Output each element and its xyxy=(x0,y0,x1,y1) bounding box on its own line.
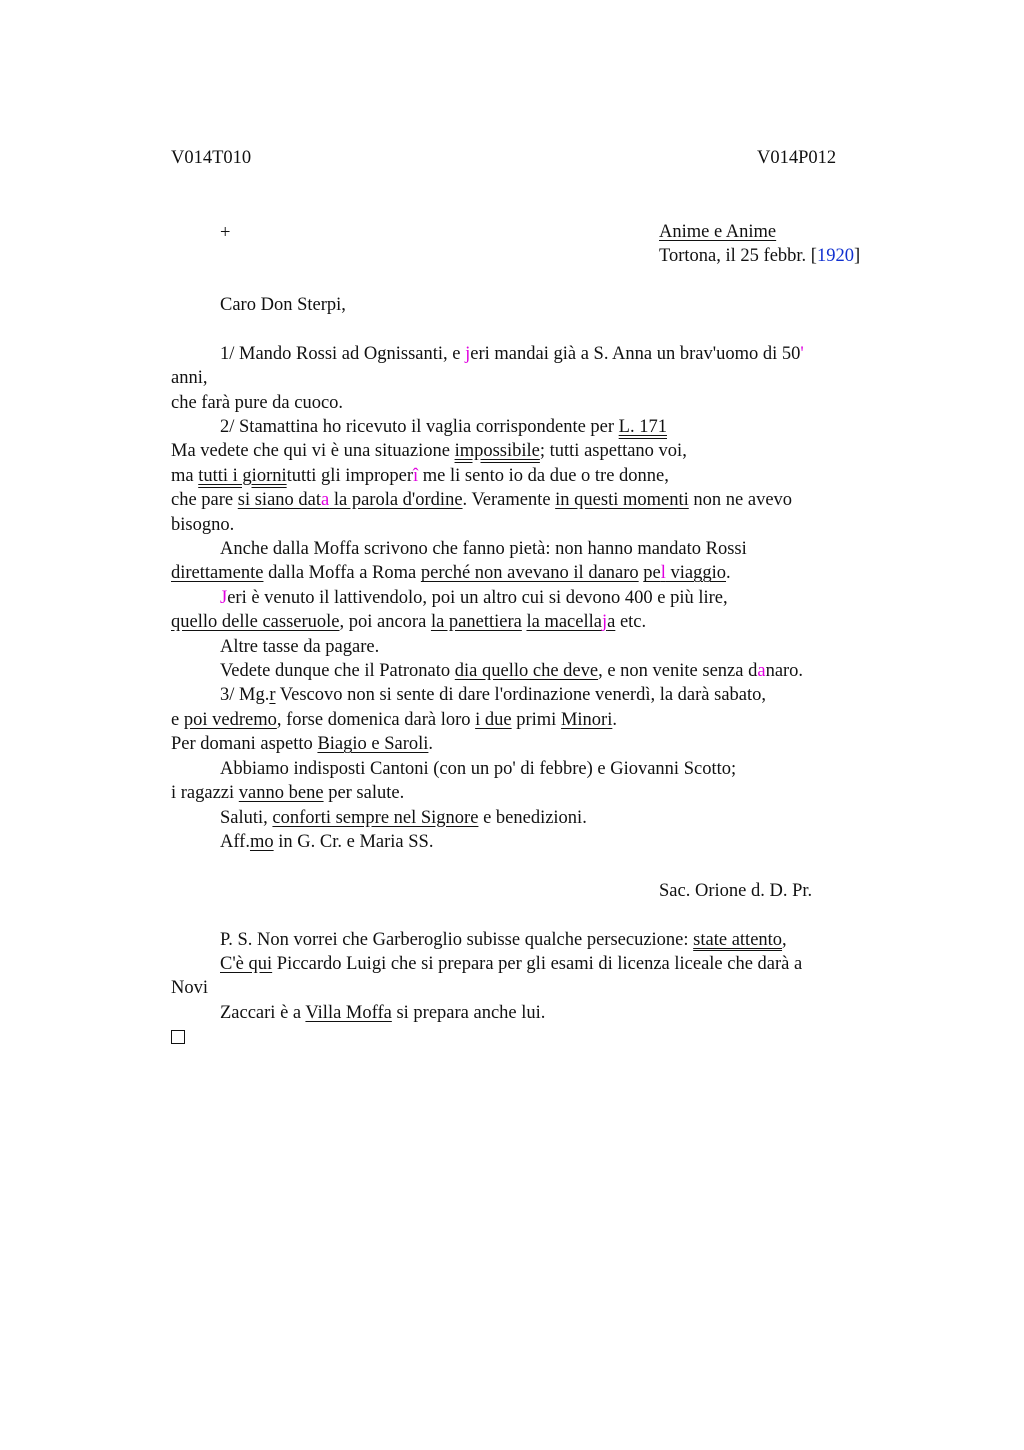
paragraph-8-line-2: i ragazzi vanno bene per salute. xyxy=(171,783,405,804)
amount: L. 171 xyxy=(618,417,667,438)
paragraph-2-line-3: ma tutti i giornitutti gli improperî me li sento io da due o tre donne, xyxy=(171,465,669,486)
postscript-line-1: P. S. Non vorrei che Garberoglio subisse qualche persecuzione: state attento, xyxy=(220,929,787,950)
paragraph-3-line-2: direttamente dalla Moffa a Roma perché non avevano il danaro pel viaggio. xyxy=(171,563,731,584)
place-date: Tortona, il 25 febbr. [1920] xyxy=(659,246,861,267)
paragraph-1-line-3: che farà pure da cuoco. xyxy=(171,392,344,413)
cross-mark: + xyxy=(220,223,231,243)
paragraph-4-line-2: quello delle casseruole, poi ancora la panettiera la macellaja etc. xyxy=(171,612,647,633)
signature: Sac. Orione d. D. Pr. xyxy=(659,880,813,901)
paragraph-4-line-1: Jeri è venuto il lattivendolo, poi un altro cui si devono 400 e più lire, xyxy=(220,587,728,608)
greeting: Caro Don Sterpi, xyxy=(220,295,346,315)
letter-body xyxy=(171,293,891,1050)
paragraph-2-line-2: Ma vedete che qui vi è una situazione impossibile; tutti aspettano voi, xyxy=(171,441,687,462)
paragraph-1-line-2: anni, xyxy=(171,368,208,389)
year-editorial: 1920 xyxy=(816,246,854,267)
paragraph-2-line-5: bisogno. xyxy=(171,514,235,535)
paragraph-2-line-4: che pare si siano data la parola d'ordine. Veramente in questi momenti non ne avevo xyxy=(171,490,793,511)
paragraph-6: Vedete dunque che il Patronato dia quello che deve, e non venite senza danaro. xyxy=(220,661,804,682)
document-code-left: V014T010 xyxy=(171,148,252,168)
paragraph-8-line-1: Abbiamo indisposti Cantoni (con un po' di febbre) e Giovanni Scotto; xyxy=(220,758,737,779)
paragraph-3-line-1: Anche dalla Moffa scrivono che fanno pietà: non hanno mandato Rossi xyxy=(220,539,747,560)
paragraph-7-line-3: Per domani aspetto Biagio e Saroli. xyxy=(171,734,434,755)
paragraph-1-line-1: 1/ Mando Rossi ad Ognissanti, e jeri mandai già a S. Anna un brav'uomo di 50' xyxy=(220,343,804,364)
paragraph-7-line-2: e poi vedremo, forse domenica darà loro i due primi Minori. xyxy=(171,709,617,730)
paragraph-5: Altre tasse da pagare. xyxy=(220,636,380,657)
paragraph-7-line-1: 3/ Mg.r Vescovo non si sente di dare l'ordinazione venerdì, la darà sabato, xyxy=(220,685,767,706)
paragraph-2-line-1: 2/ Stamattina ho ricevuto il vaglia corrispondente per L. 171 xyxy=(220,417,667,438)
paragraph-9: Saluti, conforti sempre nel Signore e benedizioni. xyxy=(220,807,587,828)
closing: Aff.mo in G. Cr. e Maria SS. xyxy=(220,831,434,852)
motto: Anime e Anime xyxy=(659,222,777,242)
letterhead xyxy=(659,220,860,269)
postscript-line-4: Zaccari è a Villa Moffa si prepara anche lui. xyxy=(220,1002,546,1023)
postscript-line-3: Novi xyxy=(171,978,208,999)
postscript-line-2: C'è qui Piccardo Luigi che si prepara per gli esami di licenza liceale che darà a xyxy=(220,953,803,974)
end-of-document-box-icon xyxy=(171,1025,891,1049)
document-code-right: V014P012 xyxy=(757,148,837,168)
